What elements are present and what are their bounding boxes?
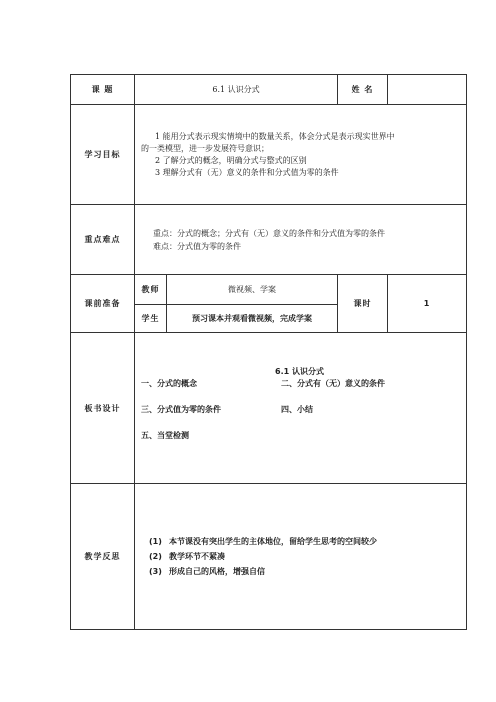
name-label: 姓 名 [338,75,388,105]
prep-label: 课前准备 [71,275,135,333]
reflection-text: 形成自己的风格，增强自信 [169,567,265,576]
reflection-num: (1) [149,537,162,546]
reflection-text: 教学环节不紧凑 [169,552,225,561]
hours-value: 1 [388,275,467,333]
keypoint-line: 难点：分式值为零的条件 [153,241,241,251]
goal-line: 的一类模型，进一步发展符号意识； [141,143,269,153]
board-item: 三、分式值为零的条件 [141,405,221,414]
student-value: 预习课本并观看微视频，完成学案 [167,305,338,333]
keypoints-label: 重点难点 [71,205,135,275]
lesson-plan-table [70,74,467,630]
goal-line: 2 了解分式的概念，明确分式与整式的区别 [155,155,307,165]
goals-row [71,105,467,205]
reflection-num: (3) [149,567,162,576]
prep-teacher-row [71,275,467,305]
board-item: 五、当堂检测 [141,431,189,440]
reflection-content [135,484,467,630]
reflection-num: (2) [149,552,162,561]
topic-value: 6.1 认识分式 [135,75,338,105]
name-value [388,75,467,105]
goals-label: 学习目标 [71,105,135,205]
board-content [135,333,467,484]
board-item: 四、小结 [281,405,313,414]
board-label: 板书设计 [71,333,135,484]
reflection-item [149,534,466,549]
reflection-row [71,484,467,630]
goals-content [135,105,467,205]
board-row [71,333,467,484]
reflection-item [149,564,466,579]
student-label: 学生 [135,305,167,333]
hours-label: 课时 [338,275,388,333]
board-item: 二、分式有（无）意义的条件 [281,379,385,388]
reflection-label: 教学反思 [71,484,135,630]
keypoints-row [71,205,467,275]
teacher-value: 微视频、学案 [167,275,338,305]
reflection-item [149,549,466,564]
goal-line: 3 理解分式有（无）意义的条件和分式值为零的条件 [155,167,339,177]
board-title: 6.1 认识分式 [275,367,324,376]
topic-row [71,75,467,105]
teacher-label: 教师 [135,275,167,305]
keypoint-line: 重点：分式的概念；分式有（无）意义的条件和分式值为零的条件 [153,228,385,238]
board-item: 一、分式的概念 [141,379,197,388]
goal-line: 1 能用分式表示现实情境中的数量关系，体会分式是表示现实世界中 [155,131,395,141]
reflection-text: 本节课没有突出学生的主体地位，留给学生思考的空间较少 [169,537,377,546]
topic-label: 课 题 [71,75,135,105]
keypoints-content [135,205,467,275]
